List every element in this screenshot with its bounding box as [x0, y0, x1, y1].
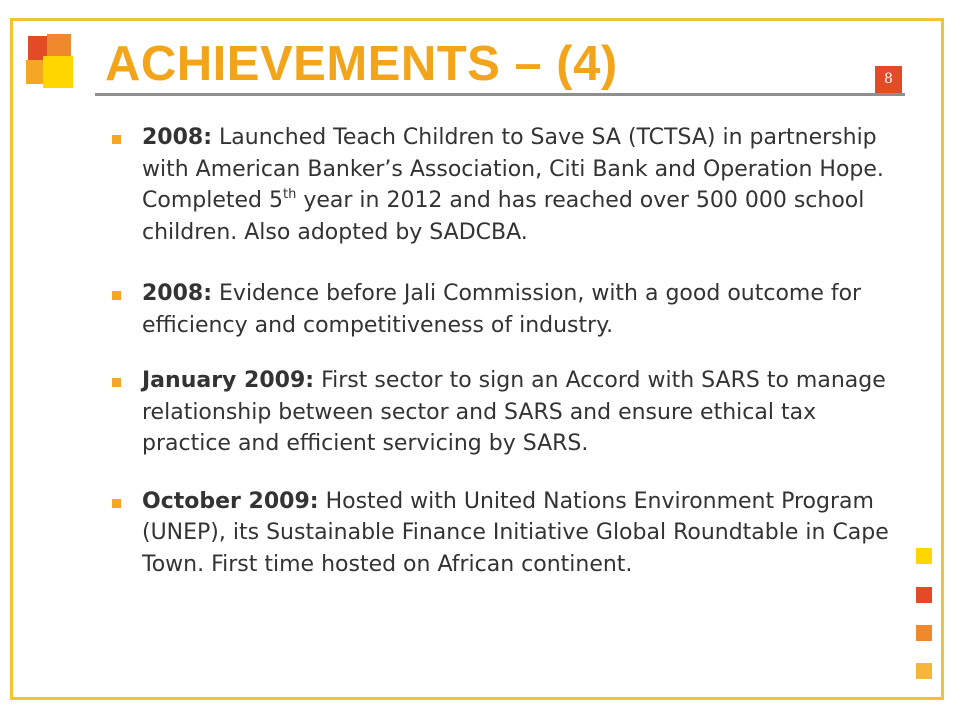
decor-square-light-orange [916, 663, 932, 679]
title-underline [95, 93, 905, 96]
bullet-text: First sector to sign an Accord with SARS to manage relationship between sector and SARS and ensure ethical tax practice and efficient servicing by SARS. [142, 368, 886, 456]
bullet-text: Evidence before Jali Commission, with a good outcome for efficiency and competitiveness of industry. [142, 281, 862, 338]
bullet-text-continued: year in 2012 and has reached over 500 000 school children. Also adopted by SADCBA. [142, 188, 865, 245]
bullet-square-icon [112, 291, 121, 300]
page-number-badge: 8 [875, 66, 902, 93]
decor-square-orange [916, 625, 932, 641]
bullet-item-tctsa [108, 122, 908, 248]
bullet-date: October 2009: [142, 488, 319, 514]
decor-square-yellow [916, 548, 932, 564]
bullet-item-sars-accord [108, 365, 908, 460]
decor-square-red [916, 587, 932, 603]
bullet-date: 2008: [142, 125, 213, 150]
bullet-text: Launched Teach Children to Save SA (TCTSA) in partnership with American Banker’s Association, Citi Bank and Operation Hope. Completed 5 [142, 125, 884, 213]
logo-square-yellow [43, 56, 73, 88]
ordinal-superscript: th [282, 187, 297, 202]
bullet-text: Hosted with United Nations Environment Program (UNEP), its Sustainable Finance Initiative Global Roundtable in Cape Town. First time hosted on African continent. [142, 488, 889, 577]
bullet-item-unep-roundtable [108, 486, 908, 581]
slide-title: ACHIEVEMENTS – (4) [105, 37, 618, 91]
bullet-square-icon [112, 499, 121, 508]
bullet-item-jali-commission [108, 278, 908, 341]
bullet-date: January 2009: [142, 368, 315, 393]
logo-square-orange [47, 34, 71, 58]
bullet-square-icon [112, 135, 121, 144]
bullet-list [108, 122, 908, 580]
bullet-square-icon [112, 378, 121, 387]
bullet-date: 2008: [142, 281, 213, 306]
